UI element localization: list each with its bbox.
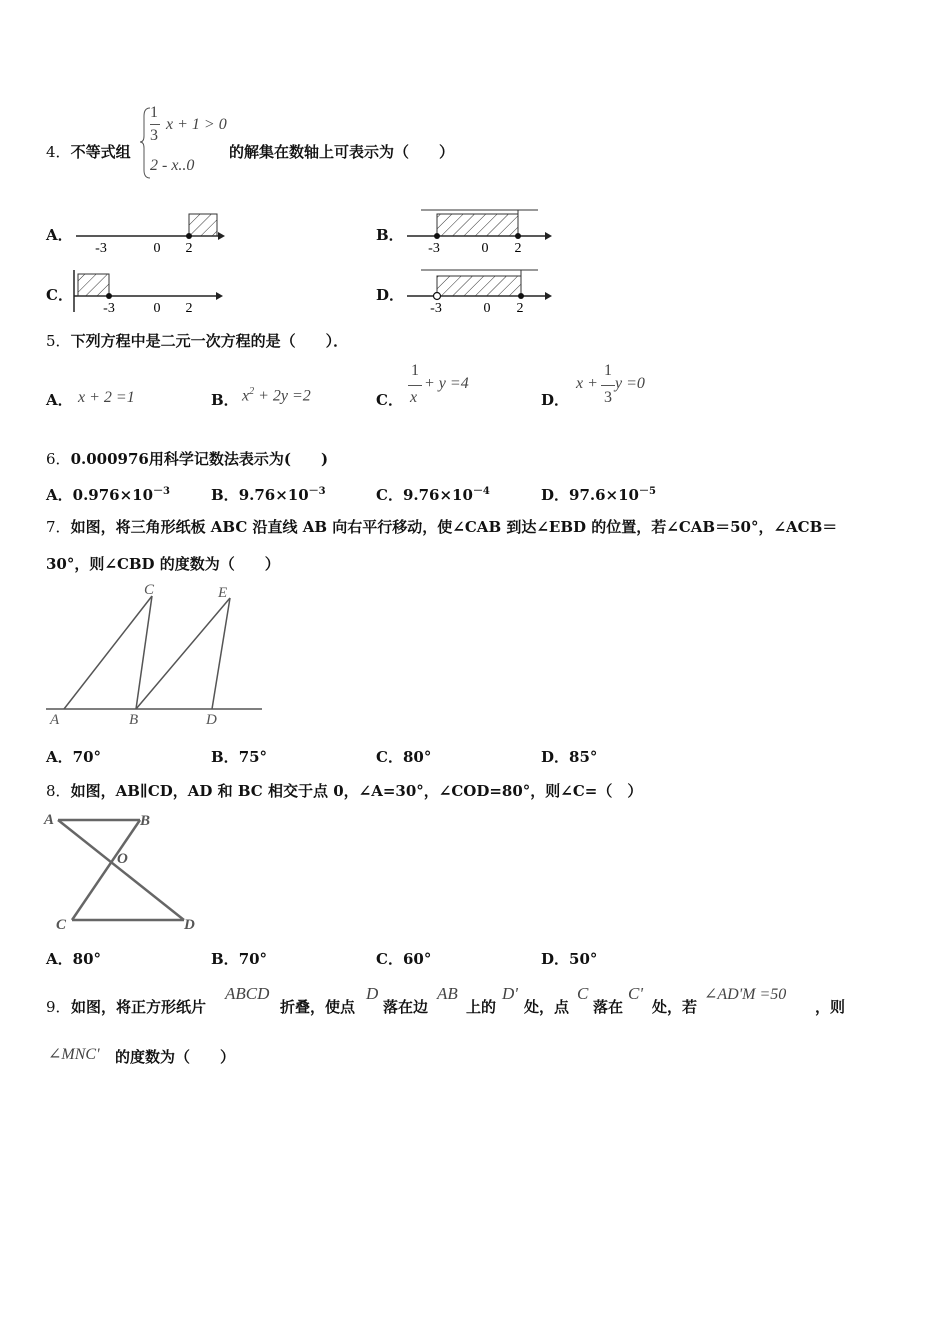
q5-text: 下列方程中是二元一次方程的是（ ）． xyxy=(70,332,349,350)
q6-c-label: C． xyxy=(376,486,403,504)
q8-stem xyxy=(46,780,642,801)
q8-dot: ． xyxy=(55,782,71,800)
q9-t4: 上的 xyxy=(466,998,497,1016)
q5-option-a-label: A． xyxy=(46,391,73,409)
q6-number: 6 xyxy=(46,450,56,468)
q9-number: 9 xyxy=(46,998,56,1016)
q5-number: 5 xyxy=(46,332,56,350)
q5-c-rest: + y =4 xyxy=(424,375,469,392)
q6-option-b xyxy=(211,482,326,505)
q7-b-value: 75° xyxy=(238,748,268,766)
q7-option-b xyxy=(211,746,267,767)
q7-label-b: B xyxy=(129,712,139,728)
q5-d-num: 1 xyxy=(604,362,612,379)
q7-label-a: A xyxy=(50,712,60,728)
q9-t6: 落在 xyxy=(593,998,624,1016)
q8-line-ad xyxy=(58,820,184,920)
q8-number: 8 xyxy=(46,782,56,800)
q6-a-exp: －3 xyxy=(153,486,171,497)
q7-option-d xyxy=(541,746,597,767)
q7-dot: ． xyxy=(55,518,71,536)
q8-a-value: 80° xyxy=(72,950,102,968)
q9-dot: ． xyxy=(55,998,71,1016)
q5-stem xyxy=(46,330,348,351)
q4-option-a-numberline xyxy=(72,206,232,256)
q4-prefix: 不等式组 xyxy=(70,143,131,161)
q8-b-value: 70° xyxy=(238,950,268,968)
q9-m5: C xyxy=(577,984,589,1003)
q4-option-d-numberline xyxy=(403,266,563,316)
q7-option-c xyxy=(376,746,431,767)
q4-b-tick-2: 2 xyxy=(514,241,522,256)
q5-option-a-eq: x + 2 =1 xyxy=(78,389,135,406)
q5-c-num: 1 xyxy=(411,362,419,379)
q9-t3: 落在边 xyxy=(383,998,429,1016)
q6-text: 0.000976用科学记数法表示为( ) xyxy=(70,450,329,468)
q4-suffix: 的解集在数轴上可表示为（ ） xyxy=(229,143,455,161)
q8-option-b xyxy=(211,948,267,969)
q5-c-fracbar xyxy=(408,385,422,386)
q4-sys-num: 1 xyxy=(150,104,158,121)
q8-label-o: O xyxy=(117,851,128,867)
q6-stem xyxy=(46,448,328,469)
q4-a-tick-m3: -3 xyxy=(95,241,107,256)
q4-a-tick-0: 0 xyxy=(153,241,161,256)
q4-dot: ． xyxy=(55,143,71,161)
q4-d-tick-2: 2 xyxy=(516,301,524,316)
q5-option-b-label: B． xyxy=(211,391,239,409)
q4-option-a-label: A． xyxy=(46,226,73,244)
q6-d-value: 97.6×10 xyxy=(569,486,639,504)
q4-c-tick-2: 2 xyxy=(185,301,193,316)
q5-b-base: x xyxy=(242,387,250,405)
q8-label-b: B xyxy=(140,813,151,829)
q9-m7: ∠AD'M =50 xyxy=(704,986,787,1003)
q9-line2-text: 的度数为（ ） xyxy=(115,1048,236,1066)
q8-d-label: D． xyxy=(541,950,570,968)
q4-sys-line1-rest: x + 1 > 0 xyxy=(166,116,227,133)
q8-label-d: D xyxy=(184,917,195,933)
q6-c-value: 9.76×10 xyxy=(402,486,473,504)
q9-m2: D xyxy=(366,984,379,1003)
q7-figure xyxy=(44,578,266,730)
q6-a-value: 0.976×10 xyxy=(72,486,154,504)
q4-c-tick-m3: -3 xyxy=(103,301,115,316)
q4-a-tick-2: 2 xyxy=(185,241,193,256)
q5-d-den: 3 xyxy=(604,389,612,406)
q8-b-label: B． xyxy=(211,950,239,968)
q7-a-value: 70° xyxy=(72,748,102,766)
q9-m1: ABCD xyxy=(225,984,270,1003)
q7-a-label: A． xyxy=(46,748,73,766)
q4-b-tick-0: 0 xyxy=(481,241,489,256)
q5-dot: ． xyxy=(55,332,71,350)
q8-text: 如图，AB∥CD，AD 和 BC 相交于点 0，∠A=30°，∠COD=80°，则∠C=（ ） xyxy=(70,782,643,800)
q7-d-label: D． xyxy=(541,748,570,766)
q5-c-den: x xyxy=(410,389,418,406)
q5-b-exp: 2 xyxy=(249,386,255,397)
q4-b-tick-m3: -3 xyxy=(428,241,440,256)
q4-sys-den: 3 xyxy=(150,127,158,144)
q7-option-a xyxy=(46,746,101,767)
q7-b-label: B． xyxy=(211,748,239,766)
q4-c-tick-0: 0 xyxy=(153,301,161,316)
q9-m3: AB xyxy=(437,984,458,1003)
q6-dot: ． xyxy=(55,450,71,468)
q7-number: 7 xyxy=(46,518,56,536)
q5-d-rest: y =0 xyxy=(615,375,645,392)
q5-option-d-label: D． xyxy=(541,391,570,409)
q4-d-tick-m3: -3 xyxy=(430,301,442,316)
q9-m6: C' xyxy=(628,984,643,1003)
q9-t1: 如图，将正方形纸片 xyxy=(71,998,207,1016)
q4-number: 4 xyxy=(46,143,56,161)
q4-option-c-numberline xyxy=(70,266,230,316)
q6-a-label: A． xyxy=(46,486,73,504)
q5-d-fracbar xyxy=(601,385,615,386)
q4-option-b-numberline xyxy=(403,206,563,256)
q7-line1: 如图，将三角形纸板 ABC 沿直线 AB 向右平行移动，使∠CAB 到达∠EBD 的位置，若∠CAB＝50°，∠ACB＝ xyxy=(70,518,838,536)
q7-stem-line1 xyxy=(46,516,837,537)
q4-sys-line2: 2 - x..0 xyxy=(150,157,195,174)
q7-label-c: C xyxy=(144,582,155,598)
q9-t2: 折叠，使点 xyxy=(280,998,356,1016)
q4-d-tick-0: 0 xyxy=(483,301,491,316)
q4-option-d-label: D． xyxy=(376,286,405,304)
q7-c-value: 80° xyxy=(402,748,432,766)
q9-line2-math: ∠MNC' xyxy=(48,1046,100,1063)
q8-c-value: 60° xyxy=(402,950,432,968)
q8-option-c xyxy=(376,948,431,969)
q5-option-c-label: C． xyxy=(376,391,403,409)
q8-label-c: C xyxy=(56,917,67,933)
q5-option-b-eq xyxy=(242,386,311,405)
q7-line-ed xyxy=(212,598,230,709)
q7-c-label: C． xyxy=(376,748,403,766)
q4-option-c-label: C． xyxy=(46,286,73,304)
q6-b-value: 9.76×10 xyxy=(238,486,309,504)
q8-figure xyxy=(42,808,204,934)
q5-b-rest: + 2y =2 xyxy=(254,387,311,405)
q6-d-label: D． xyxy=(541,486,570,504)
q9-t8: ，则 xyxy=(815,998,846,1016)
q6-option-d xyxy=(541,482,656,505)
q8-label-a: A xyxy=(44,812,55,828)
q9-m4: D' xyxy=(502,984,518,1003)
q6-b-exp: －3 xyxy=(308,486,326,497)
q9-number-wrap xyxy=(46,996,71,1017)
q6-b-label: B． xyxy=(211,486,239,504)
q6-option-a xyxy=(46,482,170,505)
q6-option-c xyxy=(376,482,490,505)
q6-c-exp: －4 xyxy=(472,486,490,497)
q8-d-value: 50° xyxy=(569,950,598,968)
q8-c-label: C． xyxy=(376,950,403,968)
q8-option-d xyxy=(541,948,597,969)
q4-sys-fracbar xyxy=(150,124,160,125)
q9-t7: 处，若 xyxy=(652,998,698,1016)
q8-a-label: A． xyxy=(46,950,73,968)
q8-option-a xyxy=(46,948,101,969)
q7-d-value: 85° xyxy=(569,748,598,766)
q4-option-b-label: B． xyxy=(376,226,404,244)
q7-label-e: E xyxy=(218,585,228,601)
q8-line-bc xyxy=(72,820,140,920)
q9-t5: 处，点 xyxy=(524,998,570,1016)
q5-d-lhs: x + xyxy=(576,375,598,392)
q6-d-exp: －5 xyxy=(639,486,656,497)
q7-line2: 30°，则∠CBD 的度数为（ ） xyxy=(46,555,280,573)
q7-label-d: D xyxy=(206,712,217,728)
q4-stem xyxy=(46,141,131,162)
